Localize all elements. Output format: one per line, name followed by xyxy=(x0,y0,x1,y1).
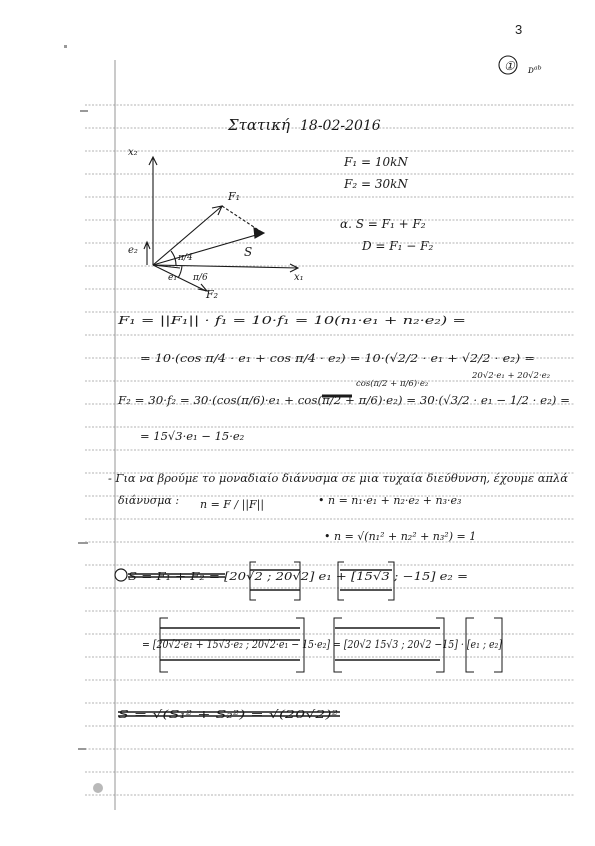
axis-x2-label: x₂ xyxy=(128,147,138,158)
given-f1: F₁ = 10kN xyxy=(344,155,408,169)
note-bullet-2: διάνυσμα : xyxy=(118,494,180,507)
work-line-2-note: 20√2·e₁ + 20√2·e₂ xyxy=(472,371,551,381)
vector-f1-label: F₁ xyxy=(228,190,241,203)
work-line-1: F₁ = ||F₁|| · f₁ = 10·f₁ = 10(n₁·e₁ + n₂·e₂) = xyxy=(118,313,365,327)
crossed-line-3: S = √(S₁² + S₂²) = √(20√2)² xyxy=(118,708,338,721)
unit-e2-label: e₂ xyxy=(128,245,138,256)
given-a-diff: D = F₁ − F₂ xyxy=(362,239,434,253)
vector-f2-label: F₂ xyxy=(206,288,219,301)
corner-mark: ① xyxy=(504,59,515,73)
work-line-2: = 10·(cos π/4 · e₁ + cos π/4 · e₂) = 10·(√2/2 · e₁ + √2/2 · e₂) = xyxy=(140,351,535,365)
angle-pi6-label: π/6 xyxy=(193,273,208,283)
header-date: 18-02-2016 xyxy=(300,118,381,134)
ruled-lines xyxy=(85,105,575,795)
parallelogram-side-1 xyxy=(222,206,263,233)
corner-scribble: ᴅᵃᵇ xyxy=(528,65,542,76)
vector-s-label: S xyxy=(244,245,253,259)
page-number: 3 xyxy=(515,22,523,37)
vector-s-arrow xyxy=(254,228,264,238)
formula-norm: • n = √(n₁² + n₂² + n₃²) = 1 xyxy=(324,530,477,543)
binding-marks xyxy=(64,45,103,793)
header-title: Στατική xyxy=(228,116,291,134)
crossed-block-3 xyxy=(118,708,340,721)
crossed-line-1: S = F₁ + F₂ = [20√2 ; 20√2] e₁ + [15√3 ; −15] e₂ = xyxy=(128,570,468,583)
crossed-block-2 xyxy=(142,618,503,672)
angle-arc-pi4 xyxy=(171,251,176,265)
work-line-3: F₂ = 30·f₂ = 30·(cos(π/6)·e₁ + cos(π/2 + π/6)·e₂) = 30·(√3/2 · e₁ − 1/2 · e₂) = xyxy=(116,393,571,407)
force-diagram xyxy=(144,157,298,291)
crossed-line-2: = [20√2·e₁ + 15√3·e₂ ; 20√2·e₁ − 15·e₂] = [20√2 15√3 ; 20√2 −15] · [e₁ ; e₂] xyxy=(142,638,503,651)
given-f2: F₂ = 30kN xyxy=(344,177,408,191)
angle-pi4-label: π/4 xyxy=(178,253,193,263)
formula-components: • n = n₁·e₁ + n₂·e₂ + n₃·e₃ xyxy=(318,494,462,507)
note-bullet: - Για να βρούμε το μοναδιαίο διάνυσμα σε μια τυχαία διεύθυνση, έχουμε απλά xyxy=(108,472,569,485)
formula-n: n = F / ||F|| xyxy=(200,498,265,511)
unit-e1-label: e₁ xyxy=(168,273,177,283)
work-line-4: = 15√3·e₁ − 15·e₂ xyxy=(140,429,245,443)
punch-hole xyxy=(93,783,103,793)
given-a-sum: α. S = F₁ + F₂ xyxy=(340,217,426,231)
crossed-block-1 xyxy=(115,562,468,600)
work-line-3-note: cos(π/2 + π/6)·e₂ xyxy=(356,379,429,389)
axis-x1-label: x₁ xyxy=(294,272,304,283)
